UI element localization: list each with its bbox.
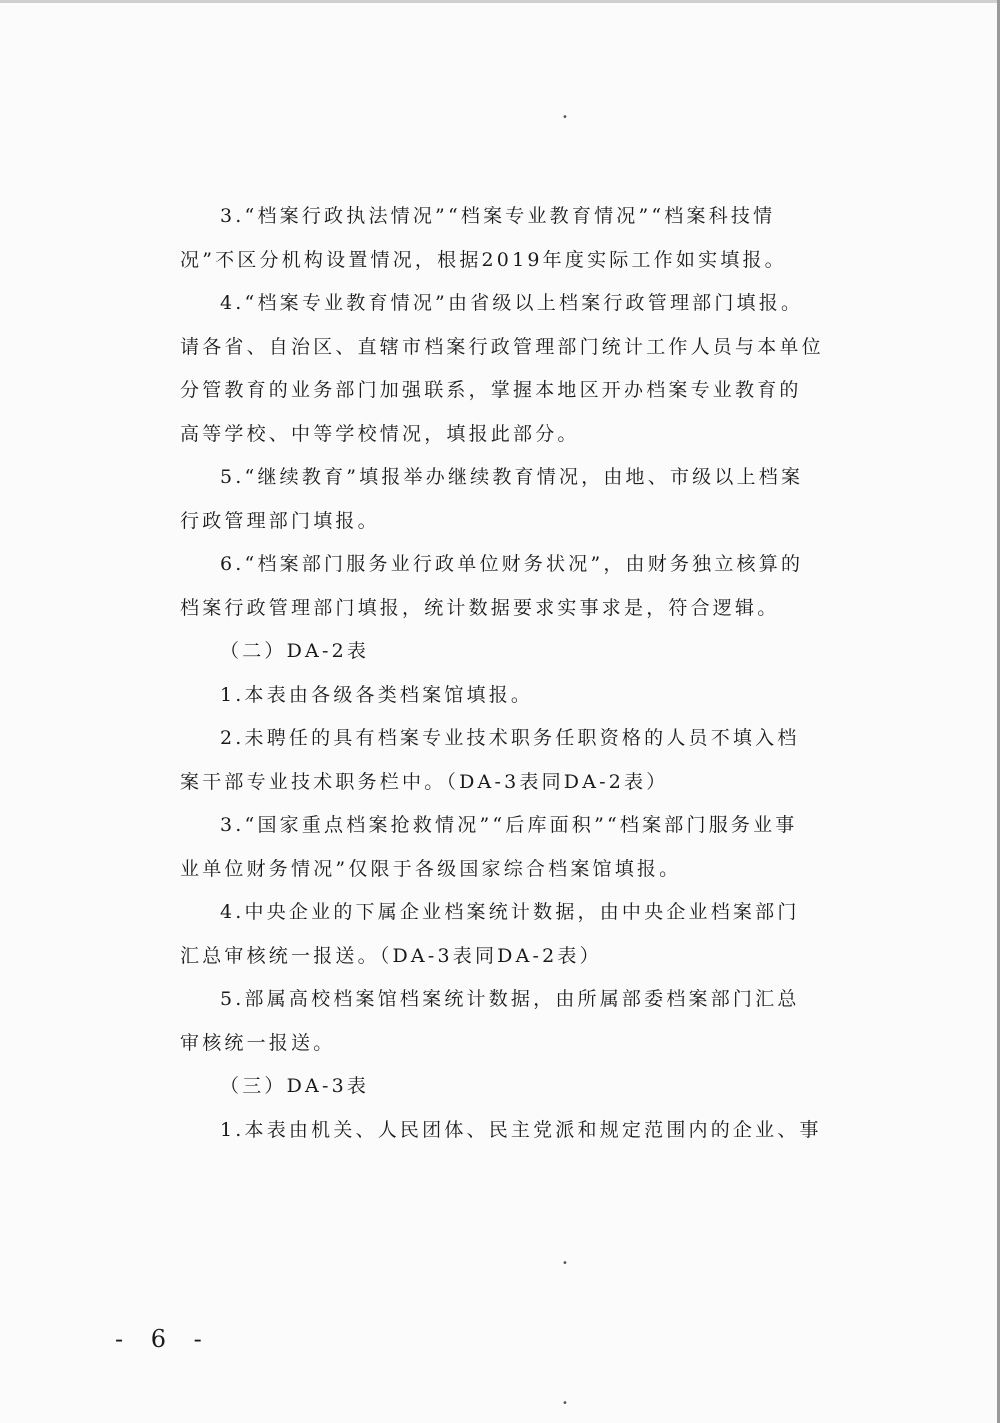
paragraph-line: 高等学校、中等学校情况，填报此部分。 (180, 422, 580, 445)
paragraph-line: 案干部专业技术职务栏中。（DA-3表同DA-2表） (180, 770, 669, 793)
paragraph-line: 汇总审核统一报送。（DA-3表同DA-2表） (180, 944, 602, 967)
scan-speck: • (562, 1258, 568, 1269)
paragraph-line: 2.未聘任的具有档案专业技术职务任职资格的人员不填入档 (220, 727, 800, 749)
scan-speck: • (562, 112, 568, 123)
scan-top-edge (0, 0, 1000, 3)
paragraph-line: 分管教育的业务部门加强联系，掌握本地区开办档案专业教育的 (180, 379, 802, 401)
paragraph-line: 请各省、自治区、直辖市档案行政管理部门统计工作人员与本单位 (180, 335, 824, 358)
paragraph-line: 5.部属高校档案馆档案统计数据，由所属部委档案部门汇总 (220, 988, 800, 1010)
paragraph-line: 6.“档案部门服务业行政单位财务状况”，由财务独立核算的 (220, 553, 804, 575)
section-heading: （三）DA-3表 (220, 1075, 370, 1097)
section-heading: （二）DA-2表 (220, 640, 370, 662)
scan-speck: • (562, 1398, 568, 1409)
paragraph-line: 3.“国家重点档案抢救情况”“后库面积”“档案部门服务业事 (220, 814, 798, 836)
paragraph-line: 1.本表由各级各类档案馆填报。 (220, 683, 534, 706)
paragraph-line: 况”不区分机构设置情况，根据2019年度实际工作如实填报。 (180, 248, 787, 271)
paragraph-line: 4.中央企业的下属企业档案统计数据，由中央企业档案部门 (220, 901, 800, 923)
document-body (180, 195, 824, 1152)
paragraph-line: 行政管理部门填报。 (180, 509, 380, 532)
page-number: - 6 - (115, 1325, 212, 1353)
paragraph-line: 4.“档案专业教育情况”由省级以上档案行政管理部门填报。 (220, 292, 804, 314)
paragraph-line: 3.“档案行政执法情况”“档案专业教育情况”“档案科技情 (220, 205, 776, 227)
paragraph-line: 5.“继续教育”填报举办继续教育情况，由地、市级以上档案 (220, 466, 804, 488)
paragraph-line: 审核统一报送。 (180, 1031, 336, 1054)
paragraph-line: 档案行政管理部门填报，统计数据要求实事求是，符合逻辑。 (180, 596, 780, 619)
paragraph-line: 业单位财务情况”仅限于各级国家综合档案馆填报。 (180, 857, 682, 880)
paragraph-line: 1.本表由机关、人民团体、民主党派和规定范围内的企业、事 (220, 1118, 822, 1141)
